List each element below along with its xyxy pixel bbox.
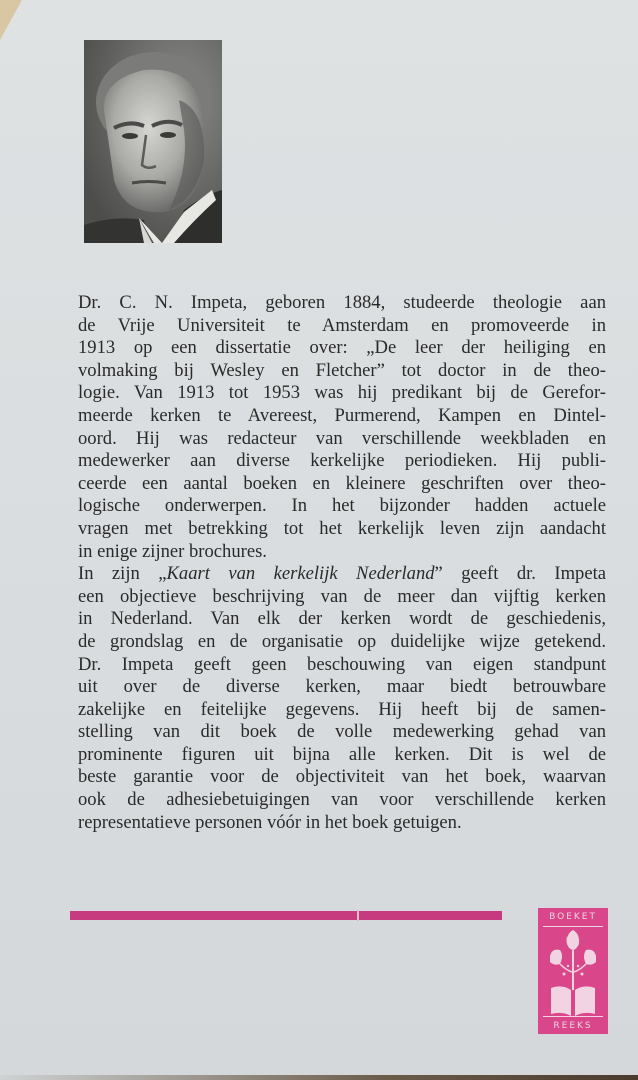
bio-line: logie. Van 1913 tot 1953 was hij predikant bij de Gerefor- — [78, 382, 606, 404]
desc-line: de grondslag en de organisatie op duidelijke wijze getekend. — [78, 630, 606, 652]
bio-line: vragen met betrekking tot het kerkelijk leven zijn aandacht — [78, 517, 606, 539]
bio-line: de Vrije Universiteit te Amsterdam en promoveerde in — [78, 314, 606, 336]
bio-line: logische onderwerpen. In het bijzonder hadden actuele — [78, 495, 606, 517]
accent-divider — [70, 911, 502, 920]
desc-line: zakelijke en feitelijke gegevens. Hij heeft bij de samen- — [78, 698, 606, 720]
cover-bottom-edge — [0, 1075, 638, 1080]
bio-line: medewerker aan diverse kerkelijke periodieken. Hij publi- — [78, 450, 606, 472]
author-portrait — [84, 40, 222, 243]
author-biography — [78, 292, 606, 834]
logo-top-text: BOEKET — [549, 912, 597, 922]
desc-line: representatieve personen vóór in het boek getuigen. — [78, 811, 462, 833]
desc-line: stelling van dit boek de volle medewerking gehad van — [78, 721, 606, 743]
book-title: Kaart van kerkelijk Nederland — [166, 563, 435, 585]
bio-line: in enige zijner brochures. — [78, 540, 267, 562]
bio-line: ceerde een aantal boeken en kleinere geschriften over theo- — [78, 472, 606, 494]
book-intro-line — [78, 563, 606, 586]
bio-line: Dr. C. N. Impeta, geboren 1884, studeerde theologie aan — [78, 292, 606, 313]
desc-line: uit over de diverse kerken, maar biedt betrouwbare — [78, 676, 606, 698]
intro-prefix: In zijn „ — [78, 563, 167, 585]
intro-suffix: ” geeft dr. Impeta — [434, 563, 607, 585]
desc-line: een objectieve beschrijving van de meer dan vijftig kerken — [78, 585, 606, 607]
desc-line: in Nederland. Van elk der kerken wordt de geschiedenis, — [78, 608, 606, 630]
desc-line: Dr. Impeta geeft geen beschouwing van eigen standpunt — [78, 653, 606, 675]
logo-rule-bottom — [543, 1016, 603, 1017]
logo-bottom-text: REEKS — [553, 1021, 593, 1031]
worn-corner — [0, 0, 22, 40]
desc-line: beste garantie voor de objectiviteit van het boek, waarvan — [78, 766, 606, 788]
boeket-reeks-logo — [538, 908, 608, 1034]
bio-line: meerde kerken te Avereest, Purmerend, Kampen en Dintel- — [78, 404, 606, 426]
portrait-photo — [84, 40, 222, 243]
desc-line: prominente figuren uit bijna alle kerken. Dit is wel de — [78, 743, 606, 765]
bio-line: 1913 op een dissertatie over: „De leer der heiliging en — [78, 337, 606, 359]
bio-line: volmaking bij Wesley en Fletcher” tot doctor in de theo- — [78, 359, 606, 381]
divider-gap — [357, 910, 359, 921]
bio-line: oord. Hij was redacteur van verschillende weekbladen en — [78, 427, 606, 449]
desc-line: ook de adhesiebetuigingen van voor verschillende kerken — [78, 789, 606, 811]
